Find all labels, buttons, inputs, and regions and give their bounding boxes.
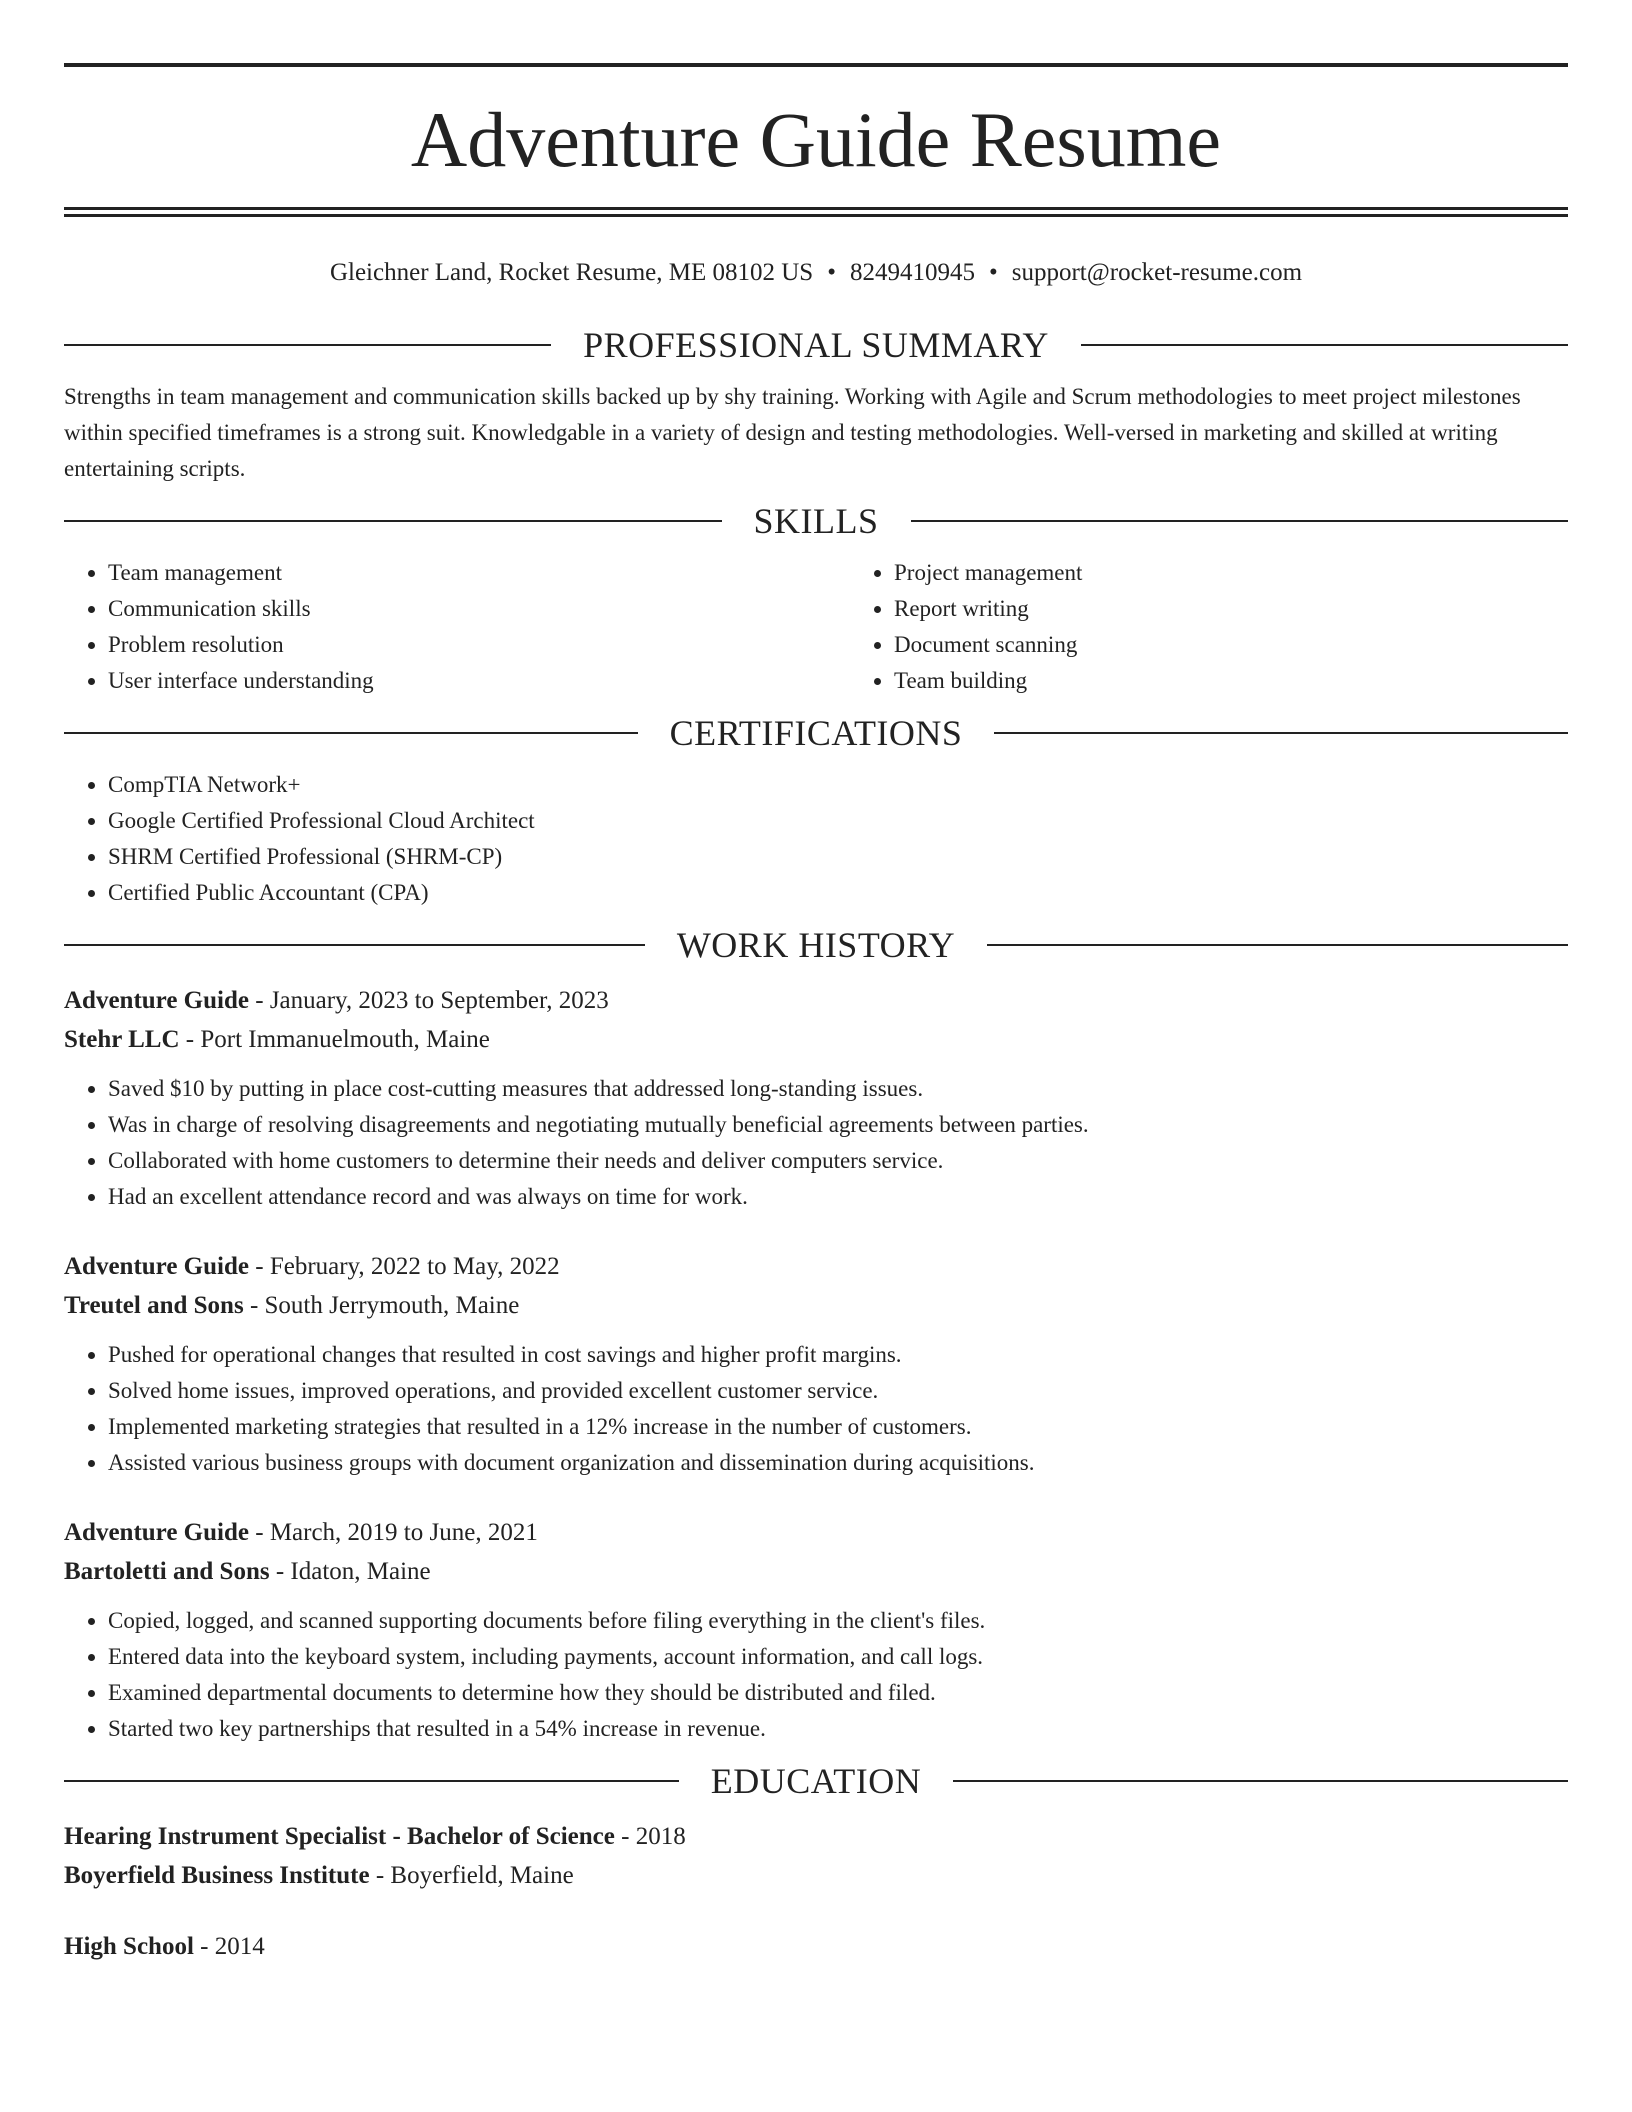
section-rule: [64, 732, 638, 734]
education-year: 2018: [635, 1823, 686, 1850]
skill-item: • Team building: [894, 663, 1632, 699]
job-title: Adventure Guide: [64, 1519, 249, 1546]
page-title: Adventure Guide Resume: [410, 96, 1222, 183]
section-header-skills: [64, 499, 1568, 543]
section-rule: [1081, 344, 1568, 346]
job-bullet: • Entered data into the keyboard system, including payments, account information, and call logs.: [108, 1639, 1568, 1675]
job-company-line: Treutel and Sons - South Jerrymouth, Maine: [64, 1292, 520, 1319]
education-entry: [64, 1927, 1568, 1966]
job-bullet: • Had an excellent attendance record and was always on time for work.: [108, 1179, 1568, 1215]
skills-column-left: [64, 555, 850, 699]
job-company: Bartoletti and Sons: [64, 1558, 270, 1585]
section-rule: [64, 344, 551, 346]
job-location: Idaton, Maine: [290, 1558, 431, 1585]
certification-item: • CompTIA Network+: [108, 767, 1568, 803]
certification-item: • Google Certified Professional Cloud Architect: [108, 803, 1568, 839]
contact-phone: 8249410945: [849, 259, 975, 286]
job-location: South Jerrymouth, Maine: [264, 1292, 520, 1319]
section-title-education: EDUCATION: [710, 1761, 922, 1801]
summary-text: Strengths in team management and communication skills backed up by shy training. Working with Agile and Scrum methodologies to meet project milestones within specified timeframes is a strong suit. Knowledgable in a variety of design and testing methodologies. Well-versed in marketing and skilled at writing entertaining scripts.: [64, 384, 1521, 481]
contact-separator: •: [988, 259, 998, 286]
job-entry: [64, 1247, 1568, 1481]
section-header-certifications: [64, 711, 1568, 755]
job-location: Port Immanuelmouth, Maine: [200, 1026, 490, 1053]
section-title-certifications: CERTIFICATIONS: [669, 713, 963, 753]
job-company-line: Stehr LLC - Port Immanuelmouth, Maine: [64, 1026, 490, 1053]
job-bullet: • Started two key partnerships that resulted in a 54% increase in revenue.: [108, 1711, 1568, 1747]
job-company: Stehr LLC: [64, 1026, 180, 1053]
job-bullet: • Saved $10 by putting in place cost-cutting measures that addressed long-standing issues.: [108, 1071, 1568, 1107]
job-dates: February, 2022 to May, 2022: [269, 1253, 560, 1280]
job-bullet: • Implemented marketing strategies that resulted in a 12% increase in the number of customers.: [108, 1409, 1568, 1445]
education-school-line: Boyerfield Business Institute - Boyerfield, Maine: [64, 1862, 574, 1889]
skills-column-right: [850, 555, 1632, 699]
section-header-work: [64, 923, 1568, 967]
education-school: Boyerfield Business Institute: [64, 1862, 370, 1889]
section-title-summary: PROFESSIONAL SUMMARY: [583, 325, 1049, 365]
job-dates: January, 2023 to September, 2023: [269, 987, 609, 1014]
job-bullet: • Copied, logged, and scanned supporting documents before filing everything in the client's files.: [108, 1603, 1568, 1639]
job-bullets: [64, 1071, 1568, 1215]
education-year: 2014: [214, 1933, 265, 1960]
job-bullet: • Collaborated with home customers to determine their needs and deliver computers service.: [108, 1143, 1568, 1179]
certification-item: • SHRM Certified Professional (SHRM-CP): [108, 839, 1568, 875]
job-bullet: • Assisted various business groups with document organization and dissemination during acquisitions.: [108, 1445, 1568, 1481]
job-bullet: • Pushed for operational changes that resulted in cost savings and higher profit margins.: [108, 1337, 1568, 1373]
skill-item: • Document scanning: [894, 627, 1632, 663]
skill-item: • Report writing: [894, 591, 1632, 627]
skills-list: [64, 555, 1568, 699]
job-title: Adventure Guide: [64, 987, 249, 1014]
title-double-rule: [64, 207, 1568, 217]
section-rule: [64, 1780, 679, 1782]
job-title: Adventure Guide: [64, 1253, 249, 1280]
job-company: Treutel and Sons: [64, 1292, 244, 1319]
skill-item: • Team management: [108, 555, 850, 591]
section-rule: [64, 944, 645, 946]
section-rule: [994, 732, 1568, 734]
education-location: Boyerfield, Maine: [390, 1862, 574, 1889]
section-rule: [64, 520, 722, 522]
job-bullet: • Solved home issues, improved operations, and provided excellent customer service.: [108, 1373, 1568, 1409]
section-rule: [987, 944, 1568, 946]
education-entry: [64, 1817, 1568, 1895]
section-header-summary: [64, 323, 1568, 367]
job-title-line: Adventure Guide - February, 2022 to May, 2022: [64, 1253, 560, 1280]
contact-address: Gleichner Land, Rocket Resume, ME 08102 US: [329, 259, 814, 286]
job-bullets: [64, 1337, 1568, 1481]
certifications-list: [64, 767, 1568, 911]
skill-item: • User interface understanding: [108, 663, 850, 699]
job-bullet: • Was in charge of resolving disagreements and negotiating mutually beneficial agreements between parties.: [108, 1107, 1568, 1143]
job-bullets: [64, 1603, 1568, 1747]
skill-item: • Project management: [894, 555, 1632, 591]
job-entry: [64, 1513, 1568, 1747]
contact-email: support@rocket-resume.com: [1011, 259, 1303, 286]
contact-line: [64, 255, 1568, 291]
skill-item: • Communication skills: [108, 591, 850, 627]
education-degree-line: Hearing Instrument Specialist - Bachelor of Science - 2018: [64, 1823, 686, 1850]
skill-item: • Problem resolution: [108, 627, 850, 663]
education-degree: Hearing Instrument Specialist - Bachelor of Science: [64, 1823, 615, 1850]
certification-item: • Certified Public Accountant (CPA): [108, 875, 1568, 911]
education-degree: High School: [64, 1933, 194, 1960]
job-title-line: Adventure Guide - March, 2019 to June, 2021: [64, 1519, 538, 1546]
section-header-education: [64, 1759, 1568, 1803]
job-title-line: Adventure Guide - January, 2023 to September, 2023: [64, 987, 609, 1014]
job-dates: March, 2019 to June, 2021: [269, 1519, 538, 1546]
education-degree-line: High School - 2014: [64, 1933, 265, 1960]
job-bullet: • Examined departmental documents to determine how they should be distributed and filed.: [108, 1675, 1568, 1711]
section-rule: [953, 1780, 1568, 1782]
section-title-work: WORK HISTORY: [676, 925, 956, 965]
section-title-skills: SKILLS: [753, 501, 879, 541]
contact-separator: •: [827, 259, 836, 286]
job-entry: [64, 981, 1568, 1215]
job-company-line: Bartoletti and Sons - Idaton, Maine: [64, 1558, 431, 1585]
section-rule: [911, 520, 1569, 522]
